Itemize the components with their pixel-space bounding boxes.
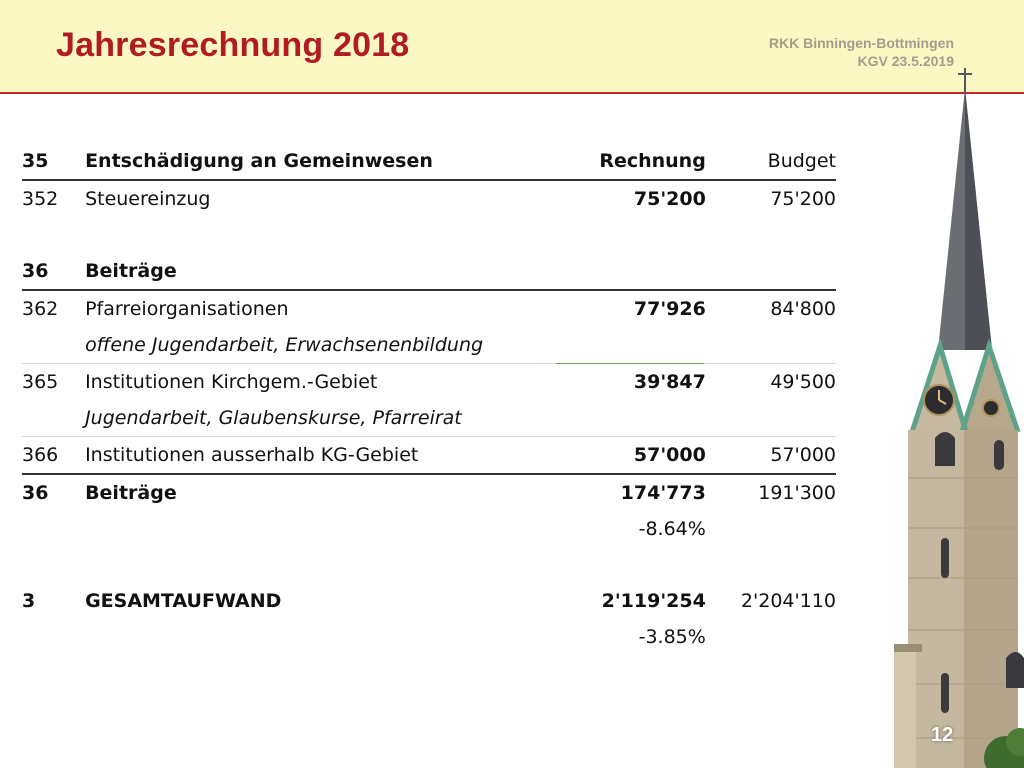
- account-description: [85, 217, 536, 253]
- ledger-table: [22, 143, 836, 655]
- table-row: [22, 511, 836, 547]
- account-description: Institutionen Kirchgem.-Gebiet: [85, 371, 378, 393]
- budget-value: [706, 619, 836, 655]
- church-tower-image: [894, 58, 1024, 768]
- account-description: Pfarreiorganisationen: [85, 298, 289, 320]
- budget-value: 75'200: [770, 188, 836, 210]
- page-title: Jahresrechnung 2018: [56, 26, 410, 64]
- account-number: [22, 327, 85, 364]
- account-description: [85, 511, 536, 547]
- budget-value: [706, 327, 836, 364]
- table-row: [22, 583, 836, 619]
- account-number: 365: [22, 371, 59, 393]
- rechnung-value: 2'119'254: [601, 590, 706, 612]
- highlight-line: [556, 363, 704, 364]
- budget-value: [706, 511, 836, 547]
- account-description: offene Jugendarbeit, Erwachsenenbildung: [85, 327, 536, 364]
- rechnung-value: 39'847: [633, 371, 706, 393]
- budget-value: 49'500: [770, 371, 836, 393]
- slide-header: [0, 0, 1024, 94]
- rechnung-value: [536, 327, 706, 364]
- rechnung-value: 77'926: [633, 298, 706, 320]
- account-description: Beiträge: [85, 253, 536, 290]
- account-number: 35: [22, 143, 85, 180]
- page-number: 12: [931, 724, 954, 746]
- rechnung-value: [536, 400, 706, 437]
- table-row: [22, 547, 836, 583]
- rechnung-value: 57'000: [536, 437, 706, 475]
- account-description: [85, 547, 536, 583]
- account-description: Steuereinzug: [85, 188, 211, 210]
- table-row: [22, 143, 836, 180]
- account-number: [22, 217, 85, 253]
- rechnung-value: [536, 547, 706, 583]
- table-row: [22, 180, 836, 217]
- account-number: 362: [22, 298, 59, 320]
- budget-value: 2'204'110: [740, 590, 836, 612]
- account-number: 366: [22, 437, 85, 475]
- account-description: Jugendarbeit, Glaubenskurse, Pfarreirat: [85, 400, 536, 437]
- account-description: Institutionen ausserhalb KG-Gebiet: [85, 437, 536, 475]
- budget-value: Budget: [706, 143, 836, 180]
- account-number: [22, 547, 85, 583]
- table-row: [22, 364, 836, 401]
- rechnung-value: -8.64%: [638, 518, 706, 540]
- rechnung-value: 75'200: [633, 188, 706, 210]
- account-number: 352: [22, 188, 59, 210]
- account-number: 36: [22, 253, 85, 290]
- account-description: Beiträge: [85, 482, 177, 504]
- table-row: [22, 290, 836, 327]
- account-number: [22, 619, 85, 655]
- account-description: [85, 619, 536, 655]
- rechnung-value: Rechnung: [536, 143, 706, 180]
- budget-value: [706, 547, 836, 583]
- account-description: GESAMTAUFWAND: [85, 590, 282, 612]
- budget-value: [706, 400, 836, 437]
- table-row: [22, 253, 836, 290]
- budget-value: 191'300: [758, 482, 836, 504]
- table-row: [22, 437, 836, 475]
- table-row: [22, 327, 836, 364]
- account-number: 36: [22, 482, 49, 504]
- budget-value: 57'000: [706, 437, 836, 475]
- meeting-date: KGV 23.5.2019: [857, 53, 954, 69]
- rechnung-value: 174'773: [620, 482, 706, 504]
- rechnung-value: -3.85%: [638, 626, 706, 648]
- rechnung-value: [536, 217, 706, 253]
- account-number: [22, 511, 85, 547]
- account-description: Entschädigung an Gemeinwesen: [85, 143, 536, 180]
- table-row: [22, 619, 836, 655]
- table-row: [22, 217, 836, 253]
- table-row: [22, 474, 836, 511]
- organization-name: RKK Binningen-Bottmingen: [768, 35, 954, 51]
- rechnung-value: [536, 253, 706, 290]
- account-number: 3: [22, 590, 36, 612]
- budget-value: [706, 253, 836, 290]
- account-number: [22, 400, 85, 437]
- table-row: [22, 400, 836, 437]
- budget-value: [706, 217, 836, 253]
- budget-value: 84'800: [770, 298, 836, 320]
